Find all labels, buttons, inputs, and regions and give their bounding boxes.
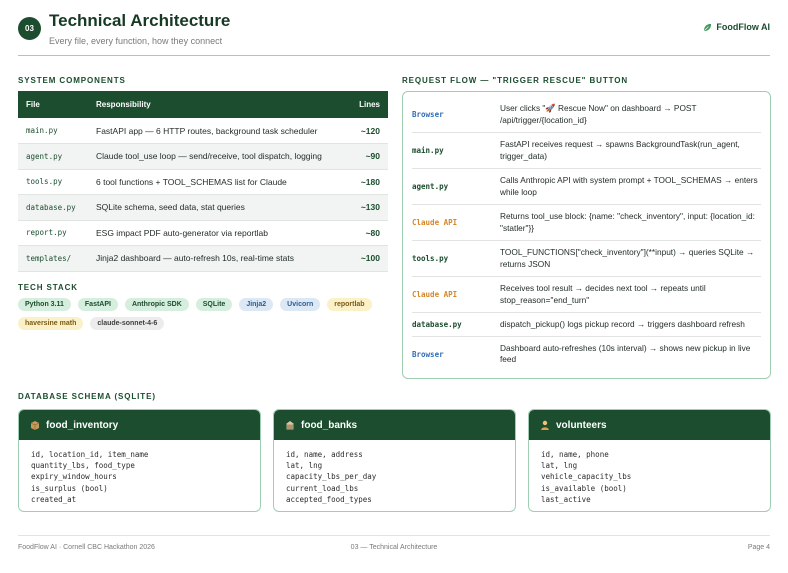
column-header-responsibility: Responsibility xyxy=(88,91,348,118)
flow-actor: Browser xyxy=(412,110,444,119)
flow-description: FastAPI receives request → spawns BackgroundTask(run_agent, trigger_data) xyxy=(500,139,740,161)
box-icon xyxy=(30,420,40,430)
page-footer xyxy=(18,535,770,551)
tech-chip: FastAPI xyxy=(78,298,118,311)
file-cell: database.py xyxy=(18,195,88,221)
responsibility-cell: Claude tool_use loop — send/receive, tool dispatch, logging xyxy=(88,144,348,170)
file-cell: report.py xyxy=(18,220,88,246)
flow-step xyxy=(412,313,761,337)
flow-actor: tools.py xyxy=(412,254,449,263)
tech-stack-heading: TECH STACK xyxy=(18,283,78,292)
responsibility-cell: ESG impact PDF auto-generator via reportlab xyxy=(88,220,348,246)
flow-actor: main.py xyxy=(412,146,444,155)
schema-fields: id, name, phone lat, lng vehicle_capacity_lbs is_available (bool) last_active xyxy=(541,450,632,504)
lines-cell: ~130 xyxy=(348,195,388,221)
responsibility-cell: SQLite schema, seed data, stat queries xyxy=(88,195,348,221)
tech-chip: Python 3.11 xyxy=(18,298,71,311)
lines-cell: ~180 xyxy=(348,169,388,195)
person-icon xyxy=(540,420,550,430)
system-components-heading: SYSTEM COMPONENTS xyxy=(18,76,126,85)
file-cell: templates/ xyxy=(18,246,88,272)
page-header xyxy=(18,10,770,56)
flow-actor: Claude API xyxy=(412,218,458,227)
flow-description: Receives tool result → decides next tool → repeats until stop_reason="end_turn" xyxy=(500,283,706,305)
footer-left: FoodFlow AI · Cornell CBC Hackathon 2026 xyxy=(18,544,155,551)
schema-card-food-inventory xyxy=(18,409,261,512)
tech-chip: claude-sonnet-4-6 xyxy=(90,317,164,330)
flow-step xyxy=(412,277,761,313)
schema-card-header xyxy=(19,410,260,440)
brand-name: FoodFlow AI xyxy=(716,22,770,32)
brand xyxy=(703,22,770,32)
flow-actor: Browser xyxy=(412,349,444,359)
table-row xyxy=(18,246,388,272)
schema-fields: id, location_id, item_name quantity_lbs, food_type expiry_window_hours is_surplus (bool) created_at xyxy=(31,450,149,504)
flow-description: dispatch_pickup() logs pickup record → triggers dashboard refresh xyxy=(500,318,745,329)
flow-step xyxy=(412,169,761,205)
table-row xyxy=(18,195,388,221)
file-cell: agent.py xyxy=(18,144,88,170)
table-row xyxy=(18,118,388,144)
page-subtitle: Every file, every function, how they connect xyxy=(49,36,223,46)
flow-step xyxy=(412,241,761,277)
table-header-row xyxy=(18,91,388,118)
flow-step xyxy=(412,97,761,133)
tech-stack-chips xyxy=(18,298,390,330)
column-header-lines: Lines xyxy=(348,91,388,118)
schema-table-name: food_banks xyxy=(301,419,358,431)
lines-cell: ~100 xyxy=(348,246,388,272)
responsibility-cell: 6 tool functions + TOOL_SCHEMAS list for Claude xyxy=(88,169,348,195)
column-header-file: File xyxy=(18,91,88,118)
lines-cell: ~90 xyxy=(348,144,388,170)
flow-actor: Claude API xyxy=(412,290,458,299)
table-row xyxy=(18,144,388,170)
schema-card-food-banks xyxy=(273,409,516,512)
flow-step xyxy=(412,337,761,371)
file-cell: main.py xyxy=(18,118,88,144)
responsibility-cell: Jinja2 dashboard — auto-refresh 10s, real-time stats xyxy=(88,246,348,272)
building-icon xyxy=(285,420,295,430)
flow-description: TOOL_FUNCTIONS["check_inventory"](**input) → queries SQLite → returns JSON xyxy=(500,247,755,269)
tech-chip: Anthropic SDK xyxy=(125,298,189,311)
request-flow-heading: REQUEST FLOW — "TRIGGER RESCUE" BUTTON xyxy=(402,76,629,85)
flow-description: User clicks "🚀 Rescue Now" on dashboard → POST /api/trigger/{location_id} xyxy=(500,103,697,125)
flow-description: Calls Anthropic API with system prompt + TOOL_SCHEMAS → enters while loop xyxy=(500,175,758,197)
responsibility-cell: FastAPI app — 6 HTTP routes, background task scheduler xyxy=(88,118,348,144)
flow-actor: agent.py xyxy=(412,182,449,191)
file-cell: tools.py xyxy=(18,169,88,195)
tech-chip: haversine math xyxy=(18,317,83,330)
schema-table-name: food_inventory xyxy=(46,419,119,431)
footer-center: 03 — Technical Architecture xyxy=(350,544,438,551)
schema-fields: id, name, address lat, lng capacity_lbs_per_day current_load_lbs accepted_food_types xyxy=(286,450,377,504)
lines-cell: ~80 xyxy=(348,220,388,246)
flow-description: Dashboard auto-refreshes (10s interval) → shows new pickup in live feed xyxy=(500,342,751,364)
table-row xyxy=(18,220,388,246)
leaf-icon xyxy=(703,23,712,32)
tech-chip: Jinja2 xyxy=(239,298,273,311)
tech-chip: reportlab xyxy=(327,298,371,311)
tech-chip: SQLite xyxy=(196,298,233,311)
request-flow-panel xyxy=(402,91,771,379)
schema-card-header xyxy=(529,410,770,440)
table-row xyxy=(18,169,388,195)
tech-chip: Uvicorn xyxy=(280,298,320,311)
flow-description: Returns tool_use block: {name: "check_inventory", input: {location_id: "statler"}} xyxy=(500,211,755,233)
flow-step xyxy=(412,205,761,241)
schema-table-name: volunteers xyxy=(556,419,607,431)
page-number: Page 4 xyxy=(747,544,770,551)
database-schema-heading: DATABASE SCHEMA (SQLITE) xyxy=(18,392,156,401)
lines-cell: ~120 xyxy=(348,118,388,144)
flow-step xyxy=(412,133,761,169)
page-title: Technical Architecture xyxy=(49,11,231,30)
flow-actor: database.py xyxy=(412,320,462,329)
schema-card-volunteers xyxy=(528,409,771,512)
section-number-badge: 03 xyxy=(18,17,41,40)
components-table xyxy=(18,91,388,272)
schema-card-header xyxy=(274,410,515,440)
